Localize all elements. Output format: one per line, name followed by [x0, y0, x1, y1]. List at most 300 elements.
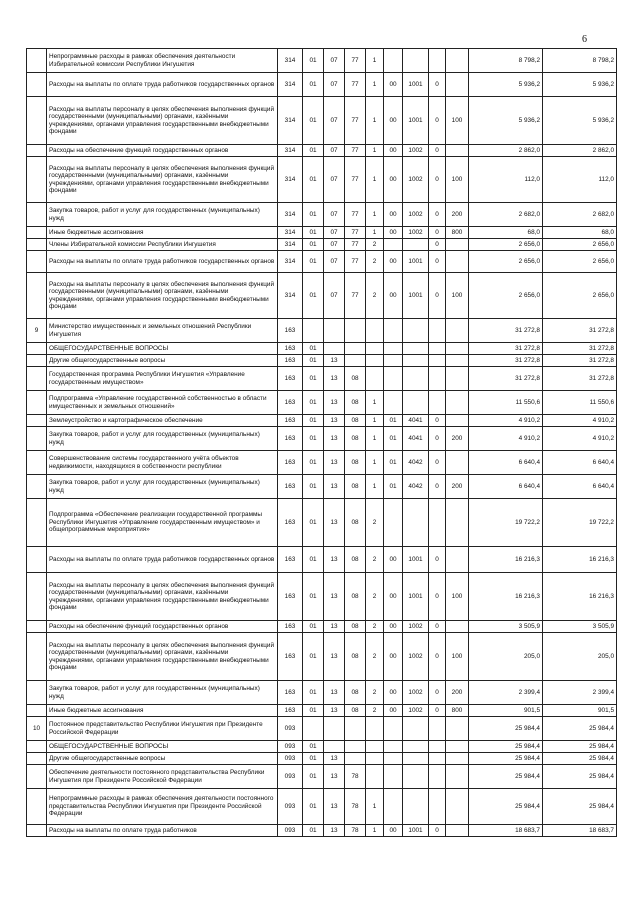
extra-code-cell — [429, 753, 446, 765]
section-code-cell: 01 — [303, 573, 324, 621]
table-row — [27, 355, 617, 367]
event-code-cell: 00 — [384, 251, 403, 273]
table-row — [27, 451, 617, 475]
amount-total-cell: 6 640,4 — [543, 451, 617, 475]
subprogram-code-cell — [366, 343, 384, 355]
ministry-code-cell: 314 — [278, 239, 303, 251]
subsection-code-cell: 13 — [324, 765, 345, 789]
extra-code-cell: 0 — [429, 547, 446, 573]
table-row — [27, 621, 617, 633]
amount-total-cell: 19 722,2 — [543, 499, 617, 547]
amount-total-cell: 901,5 — [543, 705, 617, 717]
direction-code-cell — [403, 49, 429, 73]
amount-cell: 6 640,4 — [469, 475, 543, 499]
amount-cell: 2 682,0 — [469, 203, 543, 227]
extra-code-cell — [429, 319, 446, 343]
amount-cell: 25 984,4 — [469, 753, 543, 765]
section-code-cell: 01 — [303, 547, 324, 573]
event-code-cell: 00 — [384, 621, 403, 633]
ministry-code-cell: 314 — [278, 251, 303, 273]
event-code-cell: 00 — [384, 633, 403, 681]
section-code-cell: 01 — [303, 427, 324, 451]
row-name-cell: Расходы на обеспечение функций государственных органов — [47, 621, 278, 633]
event-code-cell: 00 — [384, 273, 403, 319]
amount-total-cell: 16 216,3 — [543, 573, 617, 621]
event-code-cell — [384, 367, 403, 391]
amount-total-cell: 25 984,4 — [543, 789, 617, 825]
row-number-cell — [27, 427, 47, 451]
table-row — [27, 789, 617, 825]
row-number-cell: 10 — [27, 717, 47, 741]
program-code-cell: 77 — [345, 97, 366, 145]
subprogram-code-cell — [366, 319, 384, 343]
row-name-cell: Расходы на выплаты персоналу в целях обеспечения выполнения функций государственными (муниципальными) органами, казёнными учреждениями, органами управления государственными внебюджетными фондами — [47, 157, 278, 203]
section-code-cell: 01 — [303, 97, 324, 145]
row-number-cell — [27, 705, 47, 717]
row-number-cell — [27, 789, 47, 825]
row-number-cell — [27, 273, 47, 319]
row-name-cell: Совершенствование системы государственного учёта объектов недвижимости, находящихся в собственности республики — [47, 451, 278, 475]
extra-code-cell: 0 — [429, 427, 446, 451]
row-name-cell: Другие общегосударственные вопросы — [47, 753, 278, 765]
amount-cell: 16 216,3 — [469, 573, 543, 621]
extra-code-cell: 0 — [429, 475, 446, 499]
subsection-code-cell: 13 — [324, 451, 345, 475]
page-number: 6 — [582, 34, 587, 45]
section-code-cell: 01 — [303, 343, 324, 355]
amount-cell: 31 272,8 — [469, 319, 543, 343]
expense-type-cell — [446, 319, 469, 343]
subprogram-code-cell — [366, 717, 384, 741]
expense-type-cell: 200 — [446, 475, 469, 499]
table-row — [27, 391, 617, 415]
ministry-code-cell: 314 — [278, 73, 303, 97]
expense-type-cell — [446, 49, 469, 73]
event-code-cell: 00 — [384, 681, 403, 705]
expense-type-cell: 100 — [446, 273, 469, 319]
subsection-code-cell: 13 — [324, 355, 345, 367]
expense-type-cell — [446, 415, 469, 427]
amount-cell: 112,0 — [469, 157, 543, 203]
direction-code-cell: 1002 — [403, 705, 429, 717]
table-row — [27, 717, 617, 741]
budget-table — [26, 48, 617, 837]
table-row — [27, 633, 617, 681]
table-row — [27, 239, 617, 251]
subprogram-code-cell: 2 — [366, 705, 384, 717]
section-code-cell: 01 — [303, 499, 324, 547]
amount-cell: 5 936,2 — [469, 97, 543, 145]
table-row — [27, 741, 617, 753]
program-code-cell: 77 — [345, 273, 366, 319]
row-name-cell: Расходы на выплаты персоналу в целях обеспечения выполнения функций государственными (муниципальными) органами, казёнными учреждениями, органами управления государственными внебюджетными фондами — [47, 273, 278, 319]
row-name-cell: Расходы на выплаты по оплате труда работников государственных органов — [47, 547, 278, 573]
ministry-code-cell: 163 — [278, 427, 303, 451]
row-name-cell: Иные бюджетные ассигнования — [47, 705, 278, 717]
expense-type-cell: 100 — [446, 97, 469, 145]
amount-cell: 2 399,4 — [469, 681, 543, 705]
section-code-cell: 01 — [303, 681, 324, 705]
program-code-cell: 08 — [345, 573, 366, 621]
ministry-code-cell: 163 — [278, 415, 303, 427]
program-code-cell: 08 — [345, 415, 366, 427]
extra-code-cell: 0 — [429, 681, 446, 705]
program-code-cell — [345, 753, 366, 765]
table-row — [27, 367, 617, 391]
subsection-code-cell: 13 — [324, 705, 345, 717]
ministry-code-cell: 163 — [278, 705, 303, 717]
section-code-cell: 01 — [303, 415, 324, 427]
section-code-cell: 01 — [303, 367, 324, 391]
row-number-cell — [27, 97, 47, 145]
row-name-cell: ОБЩЕГОСУДАРСТВЕННЫЕ ВОПРОСЫ — [47, 741, 278, 753]
subprogram-code-cell — [366, 765, 384, 789]
extra-code-cell: 0 — [429, 825, 446, 837]
extra-code-cell: 0 — [429, 451, 446, 475]
direction-code-cell — [403, 753, 429, 765]
row-name-cell: Расходы на выплаты персоналу в целях обеспечения выполнения функций государственными (муниципальными) органами, казёнными учреждениями, органами управления государственными внебюджетными фондами — [47, 633, 278, 681]
subprogram-code-cell: 2 — [366, 547, 384, 573]
row-number-cell: 9 — [27, 319, 47, 343]
subsection-code-cell — [324, 343, 345, 355]
subprogram-code-cell — [366, 355, 384, 367]
subprogram-code-cell: 1 — [366, 415, 384, 427]
section-code-cell: 01 — [303, 391, 324, 415]
program-code-cell: 08 — [345, 475, 366, 499]
ministry-code-cell: 314 — [278, 273, 303, 319]
subsection-code-cell: 07 — [324, 145, 345, 157]
event-code-cell — [384, 239, 403, 251]
row-name-cell: Непрограммные расходы в рамках обеспечения деятельности Избирательной комиссии Республики Ингушетия — [47, 49, 278, 73]
subprogram-code-cell: 1 — [366, 825, 384, 837]
amount-cell: 8 798,2 — [469, 49, 543, 73]
expense-type-cell: 100 — [446, 573, 469, 621]
program-code-cell — [345, 343, 366, 355]
expense-type-cell: 200 — [446, 203, 469, 227]
row-number-cell — [27, 499, 47, 547]
extra-code-cell: 0 — [429, 239, 446, 251]
row-number-cell — [27, 633, 47, 681]
extra-code-cell: 0 — [429, 705, 446, 717]
ministry-code-cell: 163 — [278, 355, 303, 367]
subprogram-code-cell: 2 — [366, 499, 384, 547]
subsection-code-cell: 07 — [324, 73, 345, 97]
expense-type-cell: 800 — [446, 227, 469, 239]
subprogram-code-cell: 1 — [366, 427, 384, 451]
section-code-cell: 01 — [303, 825, 324, 837]
expense-type-cell — [446, 355, 469, 367]
table-row — [27, 49, 617, 73]
amount-total-cell: 112,0 — [543, 157, 617, 203]
section-code-cell: 01 — [303, 621, 324, 633]
row-number-cell — [27, 825, 47, 837]
amount-total-cell: 25 984,4 — [543, 741, 617, 753]
direction-code-cell — [403, 239, 429, 251]
row-name-cell: Закупка товаров, работ и услуг для государственных (муниципальных) нужд — [47, 475, 278, 499]
extra-code-cell — [429, 391, 446, 415]
amount-cell: 4 910,2 — [469, 427, 543, 451]
row-name-cell: Подпрограмма «Обеспечение реализации государственной программы Республики Ингушетия «Управление государственным имуществом» и общепрограммные мероприятия» — [47, 499, 278, 547]
amount-total-cell: 2 656,0 — [543, 273, 617, 319]
amount-cell: 31 272,8 — [469, 343, 543, 355]
ministry-code-cell: 093 — [278, 741, 303, 753]
section-code-cell: 01 — [303, 227, 324, 239]
subprogram-code-cell: 2 — [366, 621, 384, 633]
row-name-cell: Государственная программа Республики Ингушетия «Управление государственным имуществом» — [47, 367, 278, 391]
ministry-code-cell: 163 — [278, 319, 303, 343]
direction-code-cell — [403, 717, 429, 741]
event-code-cell: 00 — [384, 227, 403, 239]
program-code-cell: 08 — [345, 367, 366, 391]
subsection-code-cell: 13 — [324, 753, 345, 765]
subsection-code-cell: 07 — [324, 157, 345, 203]
expense-type-cell — [446, 251, 469, 273]
program-code-cell: 08 — [345, 705, 366, 717]
direction-code-cell: 1002 — [403, 633, 429, 681]
direction-code-cell: 1001 — [403, 273, 429, 319]
subprogram-code-cell: 1 — [366, 157, 384, 203]
subsection-code-cell: 07 — [324, 227, 345, 239]
direction-code-cell — [403, 391, 429, 415]
subprogram-code-cell: 2 — [366, 681, 384, 705]
event-code-cell: 00 — [384, 203, 403, 227]
table-row — [27, 765, 617, 789]
ministry-code-cell: 163 — [278, 573, 303, 621]
amount-total-cell: 3 505,9 — [543, 621, 617, 633]
ministry-code-cell: 163 — [278, 621, 303, 633]
table-row — [27, 415, 617, 427]
amount-total-cell: 31 272,8 — [543, 355, 617, 367]
event-code-cell — [384, 319, 403, 343]
program-code-cell: 77 — [345, 49, 366, 73]
row-name-cell: Подпрограмма «Управление государственной собственностью в области имущественных и земельных отношений» — [47, 391, 278, 415]
direction-code-cell: 4041 — [403, 427, 429, 451]
subprogram-code-cell — [366, 741, 384, 753]
row-name-cell: Расходы на выплаты по оплате труда работников государственных органов — [47, 251, 278, 273]
ministry-code-cell: 163 — [278, 499, 303, 547]
amount-total-cell: 31 272,8 — [543, 343, 617, 355]
expense-type-cell — [446, 753, 469, 765]
row-number-cell — [27, 621, 47, 633]
expense-type-cell: 100 — [446, 633, 469, 681]
table-row — [27, 475, 617, 499]
subsection-code-cell: 13 — [324, 621, 345, 633]
amount-cell: 2 862,0 — [469, 145, 543, 157]
section-code-cell: 01 — [303, 239, 324, 251]
amount-cell: 18 683,7 — [469, 825, 543, 837]
amount-total-cell: 11 550,6 — [543, 391, 617, 415]
ministry-code-cell: 163 — [278, 633, 303, 681]
subsection-code-cell: 07 — [324, 251, 345, 273]
program-code-cell — [345, 355, 366, 367]
direction-code-cell: 1002 — [403, 157, 429, 203]
section-code-cell: 01 — [303, 765, 324, 789]
subsection-code-cell: 13 — [324, 633, 345, 681]
row-number-cell — [27, 765, 47, 789]
subsection-code-cell: 13 — [324, 415, 345, 427]
amount-cell: 68,0 — [469, 227, 543, 239]
ministry-code-cell: 163 — [278, 451, 303, 475]
subprogram-code-cell: 2 — [366, 273, 384, 319]
event-code-cell: 00 — [384, 825, 403, 837]
table-row — [27, 499, 617, 547]
amount-total-cell: 2 862,0 — [543, 145, 617, 157]
event-code-cell: 00 — [384, 157, 403, 203]
program-code-cell: 77 — [345, 251, 366, 273]
direction-code-cell: 1001 — [403, 547, 429, 573]
event-code-cell — [384, 717, 403, 741]
amount-total-cell: 18 683,7 — [543, 825, 617, 837]
amount-cell: 205,0 — [469, 633, 543, 681]
expense-type-cell — [446, 825, 469, 837]
extra-code-cell: 0 — [429, 157, 446, 203]
program-code-cell: 08 — [345, 451, 366, 475]
event-code-cell — [384, 741, 403, 753]
table-row — [27, 427, 617, 451]
row-number-cell — [27, 145, 47, 157]
program-code-cell: 77 — [345, 145, 366, 157]
subsection-code-cell — [324, 717, 345, 741]
subsection-code-cell: 07 — [324, 273, 345, 319]
event-code-cell: 00 — [384, 705, 403, 717]
amount-total-cell: 2 656,0 — [543, 251, 617, 273]
row-name-cell: Закупка товаров, работ и услуг для государственных (муниципальных) нужд — [47, 681, 278, 705]
ministry-code-cell: 314 — [278, 49, 303, 73]
ministry-code-cell: 314 — [278, 157, 303, 203]
amount-total-cell: 25 984,4 — [543, 765, 617, 789]
amount-total-cell: 5 936,2 — [543, 73, 617, 97]
direction-code-cell: 4042 — [403, 451, 429, 475]
ministry-code-cell: 093 — [278, 825, 303, 837]
amount-total-cell: 2 656,0 — [543, 239, 617, 251]
row-number-cell — [27, 753, 47, 765]
row-name-cell: Расходы на выплаты по оплате труда работников — [47, 825, 278, 837]
direction-code-cell: 1002 — [403, 681, 429, 705]
amount-total-cell: 25 984,4 — [543, 753, 617, 765]
expense-type-cell — [446, 239, 469, 251]
direction-code-cell: 1001 — [403, 251, 429, 273]
expense-type-cell — [446, 547, 469, 573]
direction-code-cell — [403, 319, 429, 343]
event-code-cell: 01 — [384, 451, 403, 475]
row-name-cell: Постоянное представительство Республики Ингушетия при Президенте Российской Федерации — [47, 717, 278, 741]
subsection-code-cell: 13 — [324, 825, 345, 837]
table-row — [27, 573, 617, 621]
amount-cell: 25 984,4 — [469, 789, 543, 825]
section-code-cell: 01 — [303, 203, 324, 227]
row-name-cell: ОБЩЕГОСУДАРСТВЕННЫЕ ВОПРОСЫ — [47, 343, 278, 355]
ministry-code-cell: 314 — [278, 203, 303, 227]
expense-type-cell — [446, 741, 469, 753]
table-row — [27, 753, 617, 765]
direction-code-cell: 1002 — [403, 621, 429, 633]
extra-code-cell: 0 — [429, 73, 446, 97]
ministry-code-cell: 093 — [278, 765, 303, 789]
ministry-code-cell: 314 — [278, 97, 303, 145]
program-code-cell: 77 — [345, 157, 366, 203]
direction-code-cell: 1002 — [403, 227, 429, 239]
subprogram-code-cell: 1 — [366, 475, 384, 499]
table-row — [27, 251, 617, 273]
ministry-code-cell: 093 — [278, 789, 303, 825]
subsection-code-cell: 07 — [324, 49, 345, 73]
event-code-cell — [384, 355, 403, 367]
program-code-cell: 77 — [345, 227, 366, 239]
event-code-cell: 01 — [384, 475, 403, 499]
row-name-cell: Расходы на выплаты по оплате труда работников государственных органов — [47, 73, 278, 97]
ministry-code-cell: 314 — [278, 227, 303, 239]
expense-type-cell: 200 — [446, 681, 469, 705]
row-name-cell: Другие общегосударственные вопросы — [47, 355, 278, 367]
table-row — [27, 705, 617, 717]
extra-code-cell — [429, 717, 446, 741]
table-row — [27, 273, 617, 319]
subprogram-code-cell: 1 — [366, 451, 384, 475]
subsection-code-cell: 13 — [324, 391, 345, 415]
subprogram-code-cell: 2 — [366, 573, 384, 621]
amount-total-cell: 5 936,2 — [543, 97, 617, 145]
table-row — [27, 145, 617, 157]
row-name-cell: Закупка товаров, работ и услуг для государственных (муниципальных) нужд — [47, 427, 278, 451]
subsection-code-cell: 13 — [324, 547, 345, 573]
amount-cell: 901,5 — [469, 705, 543, 717]
direction-code-cell: 1001 — [403, 825, 429, 837]
program-code-cell: 08 — [345, 633, 366, 681]
row-number-cell — [27, 239, 47, 251]
extra-code-cell: 0 — [429, 203, 446, 227]
subprogram-code-cell: 1 — [366, 203, 384, 227]
event-code-cell — [384, 49, 403, 73]
table-row — [27, 227, 617, 239]
section-code-cell: 01 — [303, 741, 324, 753]
amount-cell: 25 984,4 — [469, 765, 543, 789]
program-code-cell: 08 — [345, 547, 366, 573]
subprogram-code-cell: 2 — [366, 633, 384, 681]
section-code-cell: 01 — [303, 355, 324, 367]
expense-type-cell — [446, 73, 469, 97]
subprogram-code-cell: 1 — [366, 73, 384, 97]
section-code-cell: 01 — [303, 145, 324, 157]
direction-code-cell — [403, 741, 429, 753]
row-number-cell — [27, 475, 47, 499]
row-number-cell — [27, 251, 47, 273]
amount-total-cell: 6 640,4 — [543, 475, 617, 499]
extra-code-cell — [429, 499, 446, 547]
event-code-cell: 00 — [384, 145, 403, 157]
direction-code-cell — [403, 367, 429, 391]
subsection-code-cell: 13 — [324, 475, 345, 499]
ministry-code-cell: 314 — [278, 145, 303, 157]
amount-cell: 11 550,6 — [469, 391, 543, 415]
program-code-cell: 77 — [345, 73, 366, 97]
event-code-cell: 00 — [384, 547, 403, 573]
row-number-cell — [27, 391, 47, 415]
amount-total-cell: 8 798,2 — [543, 49, 617, 73]
extra-code-cell — [429, 343, 446, 355]
subprogram-code-cell — [366, 367, 384, 391]
row-number-cell — [27, 741, 47, 753]
section-code-cell: 01 — [303, 273, 324, 319]
amount-cell: 4 910,2 — [469, 415, 543, 427]
row-name-cell: Расходы на выплаты персоналу в целях обеспечения выполнения функций государственными (муниципальными) органами, казёнными учреждениями, органами управления государственными внебюджетными фондами — [47, 573, 278, 621]
expense-type-cell — [446, 621, 469, 633]
row-number-cell — [27, 157, 47, 203]
program-code-cell: 78 — [345, 789, 366, 825]
event-code-cell: 01 — [384, 427, 403, 451]
subprogram-code-cell: 1 — [366, 49, 384, 73]
amount-cell: 25 984,4 — [469, 717, 543, 741]
row-number-cell — [27, 355, 47, 367]
